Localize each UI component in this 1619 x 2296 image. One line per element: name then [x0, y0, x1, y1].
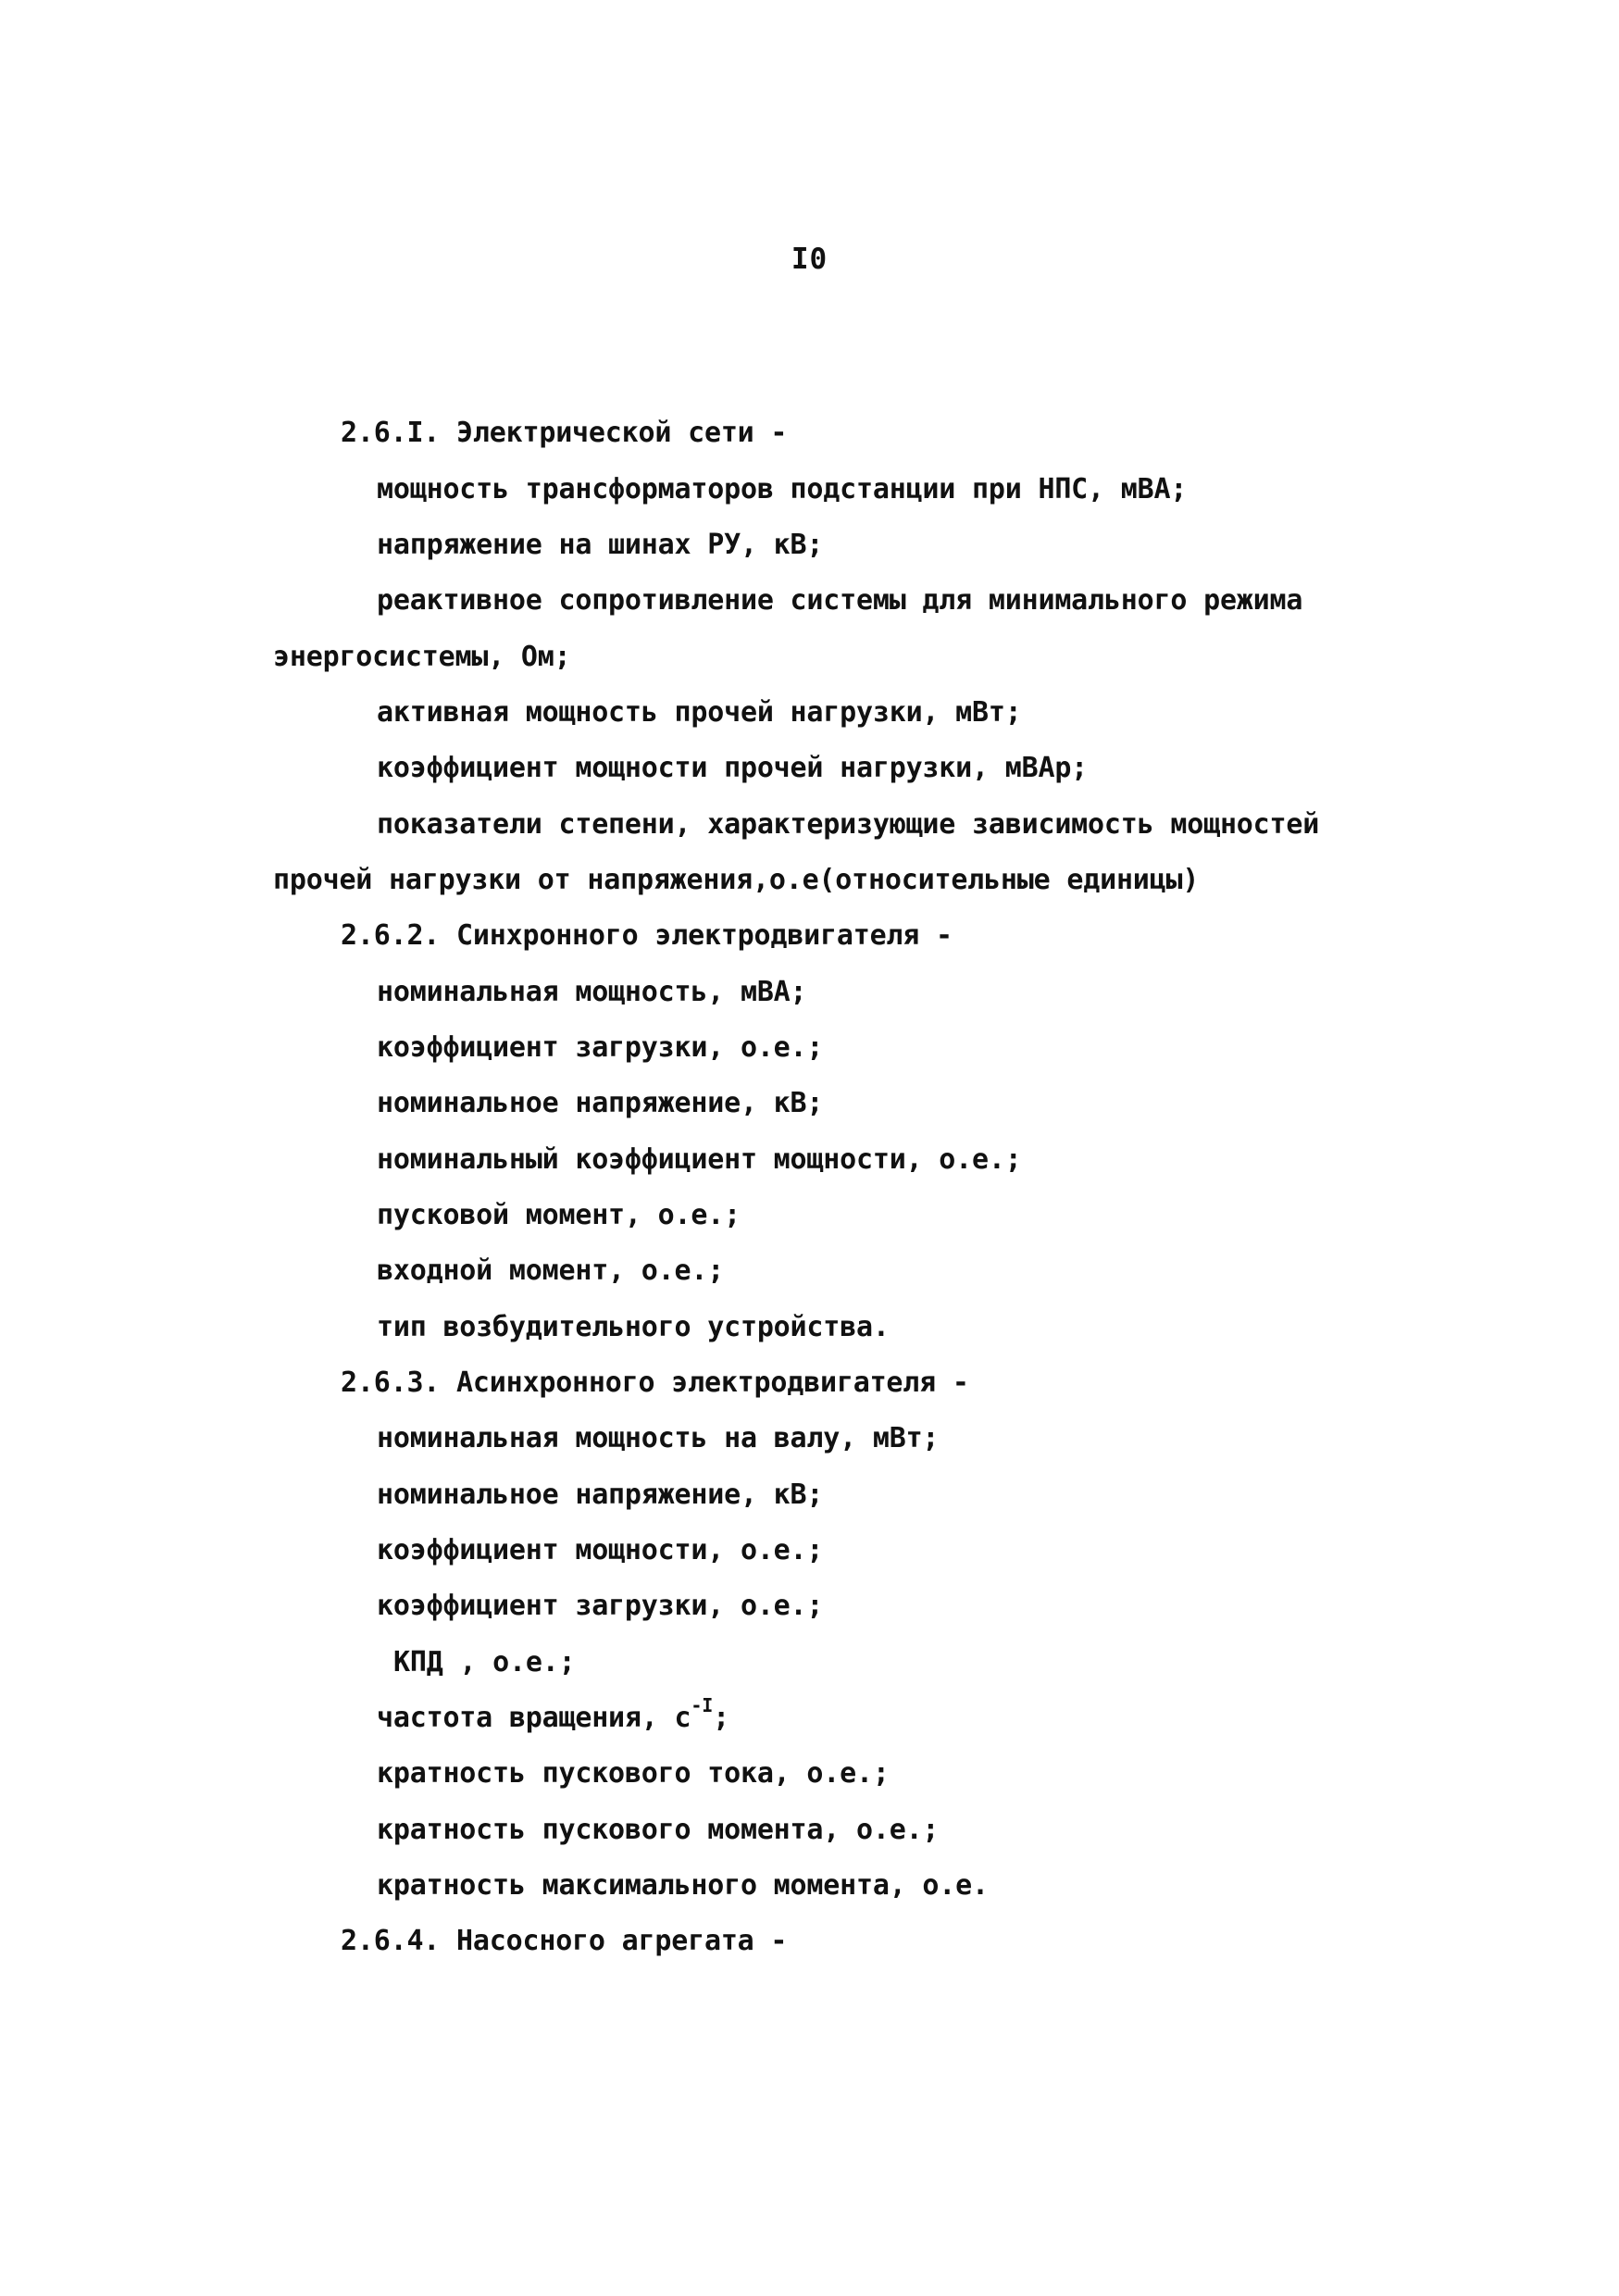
list-item: тип возбудительного устройства. — [377, 1311, 890, 1343]
list-item: активная мощность прочей нагрузки, мВт; — [377, 696, 1022, 729]
list-item: номинальное напряжение, кВ; — [377, 1087, 824, 1119]
section-heading-2-6-1: 2.6.I. Электрической сети - — [341, 417, 788, 449]
rotation-speed-label: частота вращения, с — [377, 1702, 691, 1734]
list-item: КПД , о.е.; — [393, 1646, 576, 1678]
list-item: коэффициент загрузки, о.е.; — [377, 1590, 824, 1622]
list-item-continuation: прочей нагрузки от напряжения,о.е(относительные единицы) — [273, 864, 1200, 896]
list-item: напряжение на шинах РУ, кВ; — [377, 529, 824, 561]
section-heading-2-6-2: 2.6.2. Синхронного электродвигателя - — [341, 919, 953, 952]
page-number: I0 — [791, 243, 828, 276]
list-item-rotation-speed — [377, 1694, 729, 1735]
rotation-speed-suffix: ; — [713, 1702, 729, 1734]
list-item: номинальный коэффициент мощности, о.е.; — [377, 1143, 1022, 1176]
list-item: номинальное напряжение, кВ; — [377, 1479, 824, 1511]
list-item: мощность трансформаторов подстанции при НПС, мВА; — [377, 473, 1188, 505]
section-heading-2-6-4: 2.6.4. Насосного агрегата - — [341, 1925, 788, 1957]
list-item: кратность пускового тока, о.е.; — [377, 1757, 890, 1790]
list-item: кратность пускового момента, о.е.; — [377, 1814, 940, 1846]
list-item-continuation: энергосистемы, Ом; — [273, 641, 571, 673]
list-item: реактивное сопротивление системы для минимального режима — [377, 584, 1303, 617]
list-item: коэффициент мощности, о.е.; — [377, 1534, 824, 1566]
list-item: коэффициент мощности прочей нагрузки, мВАр; — [377, 752, 1089, 784]
list-item: показатели степени, характеризующие зависимость мощностей — [377, 808, 1320, 841]
section-heading-2-6-3: 2.6.3. Асинхронного электродвигателя - — [341, 1366, 969, 1399]
rotation-speed-exponent: -I — [691, 1694, 714, 1716]
list-item: коэффициент загрузки, о.е.; — [377, 1031, 824, 1064]
list-item: пусковой момент, о.е.; — [377, 1199, 741, 1231]
list-item: кратность максимального момента, о.е. — [377, 1869, 989, 1902]
list-item: входной момент, о.е.; — [377, 1254, 725, 1287]
list-item: номинальная мощность на валу, мВт; — [377, 1422, 940, 1454]
list-item: номинальная мощность, мВА; — [377, 976, 807, 1008]
